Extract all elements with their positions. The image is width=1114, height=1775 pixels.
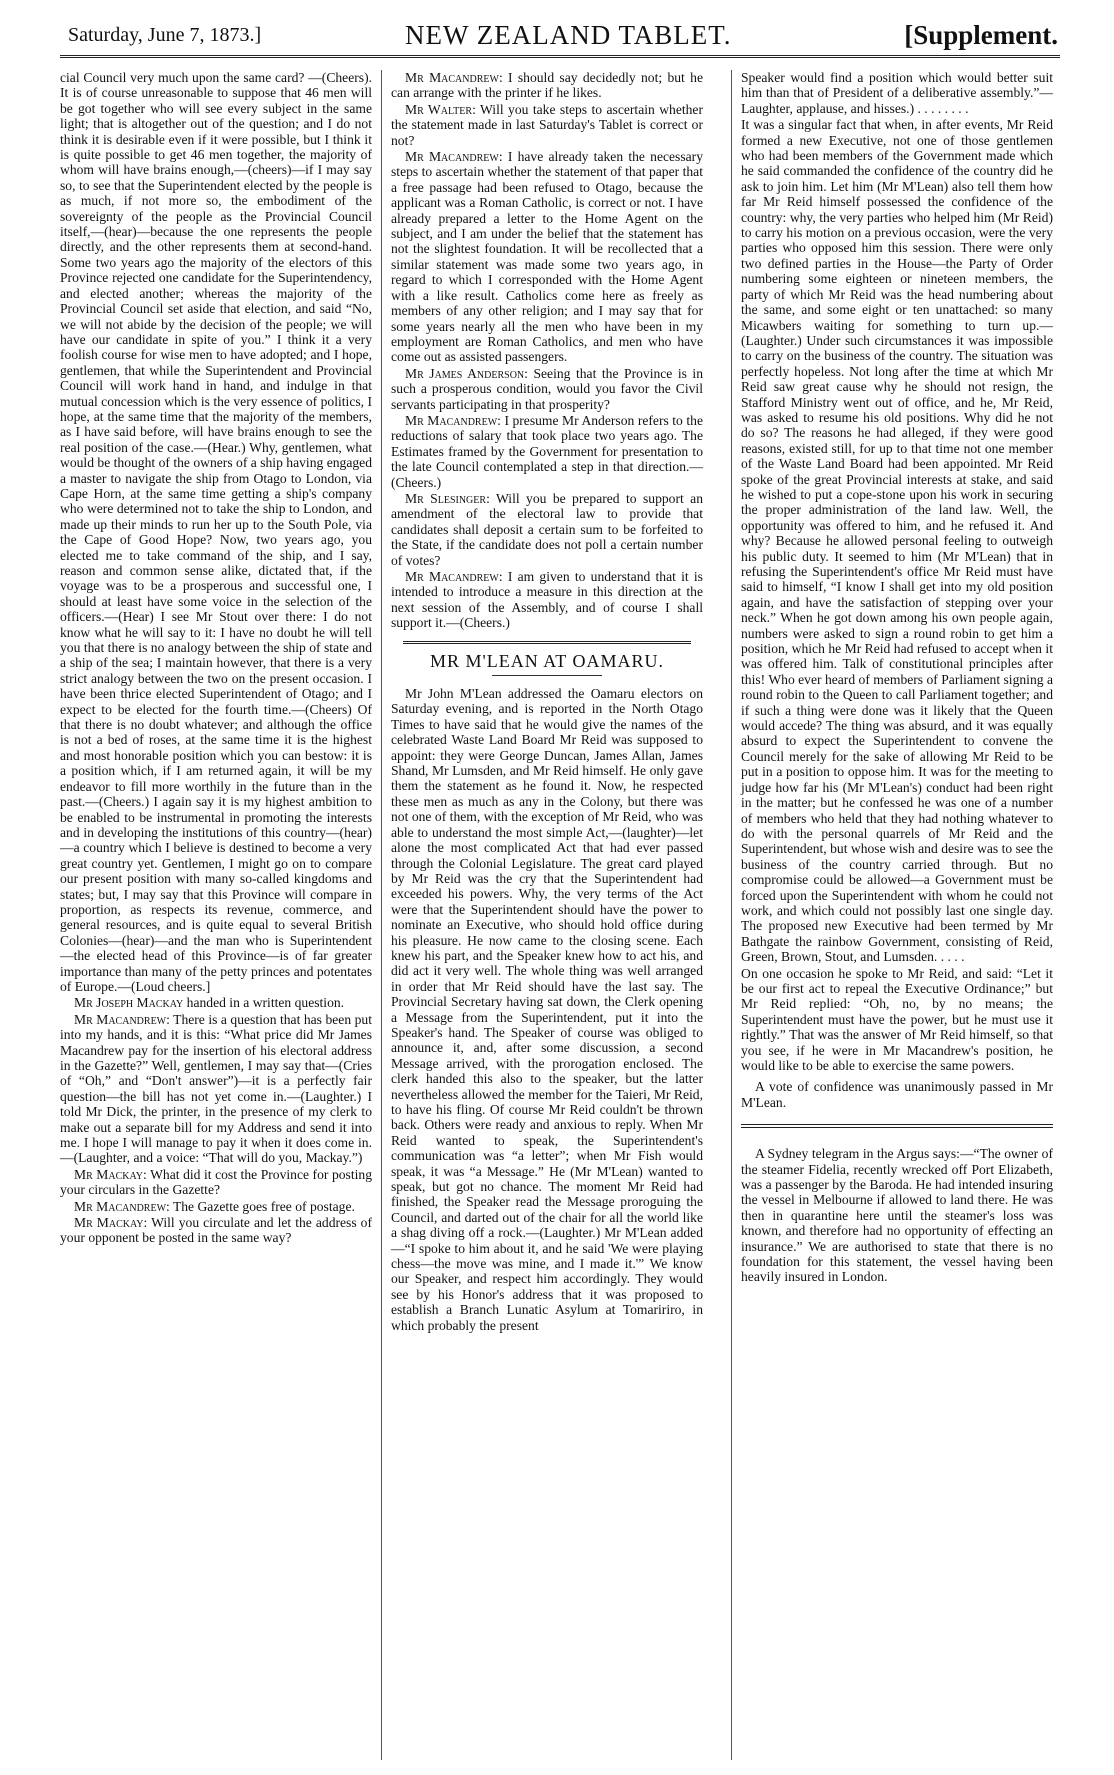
speech-text: : Will you be prepared to support an amendment of the electoral law to provide that candidates shall deposit a certain sum to be forfeited to the State, if the candidate does not poll a certain number of votes? <box>391 490 704 568</box>
masthead <box>60 18 1060 52</box>
speaker-name: Mr Macandrew <box>405 412 498 428</box>
speech-text: : The Gazette goes free of postage. <box>166 1198 355 1214</box>
supplement-label: [Supplement. <box>904 20 1058 50</box>
speaker-name: Mr Macandrew <box>405 149 499 165</box>
speech-text: : There is a question that has been put into my hands, and it is this: “What price did Mr James Macandrew pay for the insertion of his electoral address in the Gazette?” Well, gentlemen, I may say that—(Cries of “Oh,” and “Don't answer”)—it is a perfectly fair question—the bill has not yet come in.—(Laughter.) I told Mr Dick, the printer, in the presence of my clerk to make out a separate bill for my Address and send it into me. I hope I will manage to pay it when it does come in.—(Laughter, and a voice: “That will do you, Mackay.”) <box>60 1011 372 1166</box>
speech-text: handed in a written question. <box>183 995 345 1011</box>
column-3 <box>741 70 1053 1286</box>
speaker-name: Mr Slesinger <box>405 490 487 506</box>
article-paragraph: On one occasion he spoke to Mr Reid, and said: “Let it be our first act to repeal the Executive Ordinance;” but Mr Reid replied: “Oh, no, by no means; the Superintendent must have the power, but he must use it rightly.” That was the answer of Mr Reid himself, so that you see, if he were in Mr Macandrew's position, he would like to be able to exercise the same powers. <box>741 965 1053 1073</box>
article-paragraph <box>60 1199 372 1214</box>
article-paragraph <box>391 70 703 101</box>
speaker-name: Mr Macandrew <box>74 1011 167 1027</box>
speech-text: : I have already taken the necessary steps to ascertain whether the statement of that paper that a free passage had been refused to Otago, because the applicant was a Roman Catholic, is correct or not. I have already prepared a letter to the Home Agent on the subject, and I am under the belief that the statement has not the slightest foundation. It will be recollected that a similar statement was made some two years ago, in regard to which I corresponded with the Home Agent with a like result. Catholics come here as freely as members of any other religion; and I may say that for some years nearly all the men who have been in my employment are Roman Catholics, and men who have come out as assisted passengers. <box>391 149 703 365</box>
article-paragraph <box>60 1012 372 1166</box>
article-paragraph <box>391 569 703 631</box>
column-1 <box>60 70 372 1247</box>
article-paragraph <box>391 413 703 490</box>
speech-text: : I am given to understand that it is intended to introduce a measure in this direction at the next session of the Assembly, and of course I shall support it.—(Cheers.) <box>391 569 703 631</box>
article-paragraph: cial Council very much upon the same card? —(Cheers). It is of course unreasonable to suppose that 46 men will be got together who will see every subject in the same light; that is altogether out of the question; and I do not think it is desirable even if it were possible, but I think it is quite possible to get 46 men together, the majority of whom will have brains enough,—(cheers)—if I may say so, to see that the Superintendent elected by the people is as much, if not more so, the embodiment of the sovereignty of the people as the Provincial Council itself,—(hear)—because the one represents the people directly, and the other represents them at second-hand. Some two years ago the majority of the electors of this Province rejected one candidate for the Superintendency, and elected another; whereas the majority of the Provincial Council set aside that election, and said “No, we will not abide by the decision of the people; we will have our candidate in spite of you.” I think it a very foolish course for wise men to have adopted; and I hope, gentlemen, that while the Superintendent and Provincial Council will work hand in hand, and indulge in that mutual concession which is the very essence of politics, I hope, at the same time that the majority of the members, as I have said before, will have brains enough to see the real position of the case.—(Hear.) Why, gentlemen, what would be thought of the owners of a ship having engaged a master to navigate the ship from Otago to London, via Cape Horn, at the same time getting a ship's company who were determined not to take the ship to London, and made up their minds to run her up to the South Pole, via the Cape of Good Hope? Now, two years ago, you elected me to take command of the ship, and I say, reason and common sense alike, dictated that, if the voyage was to be a prosperous and successful one, I should at least have some voice in the selection of the officers.—(Hear) I see Mr Stout over there: I do not know what he will say to it: I have no doubt he will tell you that there is no analogy between the ship of state and a ship of the sea; I maintain however, that there is a very strict analogy between the two on the present occasion. I have been thrice elected Superintendent of Otago; and I expect to be elected for the fourth time.—(Cheers) Of that there is no doubt whatever; and although the office is not a bed of roses, at the same time it is the highest and most honorable position which you can bestow: it is a position which, if I am returned again, it will be my endeavor to fill more worthily in the future than in the past.—(Cheers.) I again say it is my highest ambition to be enabled to be instrumental in promoting the interests and in developing the institutions of this country—(hear)—a country which I believe is destined to become a very great country yet. Gentlemen, I might go on to compare our present position with many so-called kingdoms and states; but, I may say that this Province will compare in proportion, as respects its revenue, commerce, and general resources, and is quite equal to several British Colonies—(hear)—and the man who is Superintendent—the elected head of this Province—is of far greater importance than many of the petty princes and potentates of Europe.—(Loud cheers.] <box>60 70 372 994</box>
speech-text: : I presume Mr Anderson refers to the reductions of salary that took place two years ago. The Estimates framed by the Government for presentation to the late Council contemplated a step in that direction.—(Cheers.) <box>391 412 703 490</box>
article-paragraph <box>391 149 703 365</box>
speaker-name: Mr Mackay <box>74 1215 144 1231</box>
speaker-name: Mr Macandrew <box>74 1198 167 1214</box>
column-2 <box>391 70 703 1334</box>
speech-text: : I should say decidedly not; but he can arrange with the printer if he likes. <box>391 70 703 101</box>
article-paragraph <box>60 1215 372 1246</box>
heading-rule <box>492 675 602 676</box>
article-paragraph <box>60 1167 372 1198</box>
speaker-name: Mr Joseph Mackay <box>74 995 184 1011</box>
article-paragraph <box>391 366 703 412</box>
speaker-name: Mr Macandrew <box>405 70 499 85</box>
speech-text: : Will you take steps to ascertain whether the statement made in last Saturday's Tablet is correct or not? <box>391 101 703 148</box>
column-divider <box>381 70 382 1760</box>
section-rule <box>403 641 691 644</box>
masthead-rule <box>60 55 1060 58</box>
article-paragraph: It was a singular fact that when, in after events, Mr Reid formed a new Executive, not one of those gentlemen who had been members of the Government made which he said commanded the confidence of the country did he ask to join him. Let him (Mr M'Lean) also tell them how far Mr Reid himself possessed the confidence of the country: why, the very parties who helped him (Mr Reid) to carry his motion on a previous occasion, were the very parties who opposed him this session. There were only two defined parties in the House—the Party of Order numbering some eighteen or nineteen members, the party of which Mr Reid was the head numbering about the same, and some eight or ten unattached: so many Micawbers waiting for something to turn up.—(Laughter.) Under such circumstances it was impossible to carry on the business of the country. The situation was perfectly hopeless. Not long after the time at which Mr Reid saw great cause why he should not resign, the Stafford Ministry went out of office, and he, Mr Reid, was asked to resume his old positions. Why did he not do so? The reasons he had alleged, if they were good reasons, existed still, for up to that time not one member of the Waste Land Board had been appointed. Mr Reid spoke of the great Provincial interests at stake, and said he wished to put a cope-stone upon his work in securing the proper administration of the land law. Well, the opportunity was offered to him, and he refused it. And why? Because he allowed personal feeling to outweigh his public duty. It seemed to him (Mr M'Lean) that in refusing the Superintendent's office Mr Reid must have said to himself, “I know I shall get into my old position again, and have the satisfaction of stepping over your neck.” When he got down among his own people again, numbers were asked to sign a round robin to get him a position, which he Mr Reid had refused to accept when it was offered him. Talk of constitutional principles after this! Who ever heard of members of Parliament signing a round robin to the Queen to call Parliament together; and if such a thing were done was it likely that the Queen would accede? The thing was absurd, and it was equally absurd to expect the Superintendent to convene the Council merely for the sake of allowing Mr Reid to be put in a position to oppose him. It was for the meeting to judge how far his (Mr M'Lean's) conduct had been right in the matter; but he confessed he was one of a number of members who held that they had nothing whatever to do with the personal quarrels of Mr Reid and the Superintendent, but whose wish and desire was to see the business of the country carried through. But no compromise could be allowed—a Government must be forced upon the Superintendent with whom he could not work, and which could not possibly last one single day. The proposed new Executive had been termed by Mr Bathgate the rainbow Government, consisting of Reid, Green, Brown, Stout, and Lumsden. . . . . <box>741 117 1053 965</box>
speech-text: : Will you circulate and let the address of your opponent be posted in the same way? <box>60 1215 372 1246</box>
column-divider <box>731 70 732 1760</box>
article-paragraph <box>60 995 372 1010</box>
speaker-name: Mr James Anderson <box>405 365 525 381</box>
article-paragraph <box>391 491 703 568</box>
newspaper-title: NEW ZEALAND TABLET. <box>405 20 732 50</box>
speaker-name: Mr Macandrew <box>405 569 499 584</box>
issue-date: Saturday, June 7, 1873.] <box>68 24 262 46</box>
article-paragraph: A Sydney telegram in the Argus says:—“The owner of the steamer Fidelia, recently wrecked off Port Elizabeth, was a passenger by the Baroda. He had intended insuring the vessel in Melbourne if allowed to land there. He was then in quarantine here until the steamer's loss was known, and therefore had no opportunity of effecting an insurance.” We are authorised to state that there is no foundation for this statement, the vessel having been heavily insured in London. <box>741 1146 1053 1285</box>
speaker-name: Mr Mackay <box>74 1166 144 1182</box>
speech-text: : Seeing that the Province is in such a prosperous condition, would you favor the Civil servants participating in that prosperity? <box>391 365 704 412</box>
article-heading: MR M'LEAN AT OAMARU. <box>430 650 664 671</box>
section-rule <box>741 1124 1053 1128</box>
article-paragraph: Speaker would find a position which would better suit him than that of President of a deliberative assembly.”—Laughter, applause, and hisses.) . . . . . . . . <box>741 70 1053 116</box>
article-paragraph: A vote of confidence was unanimously passed in Mr M'Lean. <box>741 1079 1053 1110</box>
speaker-name: Mr Walter <box>405 101 473 117</box>
article-paragraph <box>391 102 703 148</box>
article-paragraph: Mr John M'Lean addressed the Oamaru electors on Saturday evening, and is reported in the North Otago Times to have said that he would give the names of the celebrated Waste Land Board Mr Reid was supposed to appoint: they were George Duncan, James Allan, James Shand, Mr Lumsden, and Mr Reid himself. He only gave them the statement as he found it. Now, he respected these men as much as any in the Colony, but there was not one of them, with the exception of Mr Reid, who was able to understand the most simple Act,—(laughter)—let alone the most complicated Act that had ever passed through the Colonial Legislature. The great card played by Mr Reid was the cry that the Superintendent had exceeded his powers. Why, the very terms of the Act were that the Superintendent should have the power to nominate an Executive, who should hold office during his pleasure. He now came to the closing scene. Each knew his part, and the Speaker knew how to act his, and did act it very well. The whole thing was well arranged in order that Mr Reid should have the last say. The Provincial Secretary having sat down, the Clerk opening a Message from the Superintendent, put it into the Speaker's hand. The Speaker of course was obliged to announce it, and, after some discussion, a second Message arrived, with the prorogation enclosed. The clerk handed this also to the speaker, but the latter nevertheless allowed the member for the Taieri, Mr Reid, to have his fling. Of course Mr Reid couldn't be thrown back. Others were ready and anxious to reply. When Mr Reid wanted to speak, the Superintendent's communication was “a letter”; when Mr Fish would speak, it was “a Message.” He (Mr M'Lean) wanted to speak, but got no chance. The moment Mr Reid had finished, the Speaker read the Message proroguing the Council, and darted out of the chair for all the world like a shag diving off a rock.—(Laughter.) Mr M'Lean added—“I spoke to him about it, and he said 'We were playing chess—the move was mine, and I made it.'” We know our Speaker, and respect him accordingly. They would see by his Honor's address that it was proposed to establish a Branch Lunatic Asylum at Tomaririro, in which probably the present <box>391 686 703 1333</box>
speech-text: : What did it cost the Province for posting your circulars in the Gazette? <box>60 1166 372 1198</box>
